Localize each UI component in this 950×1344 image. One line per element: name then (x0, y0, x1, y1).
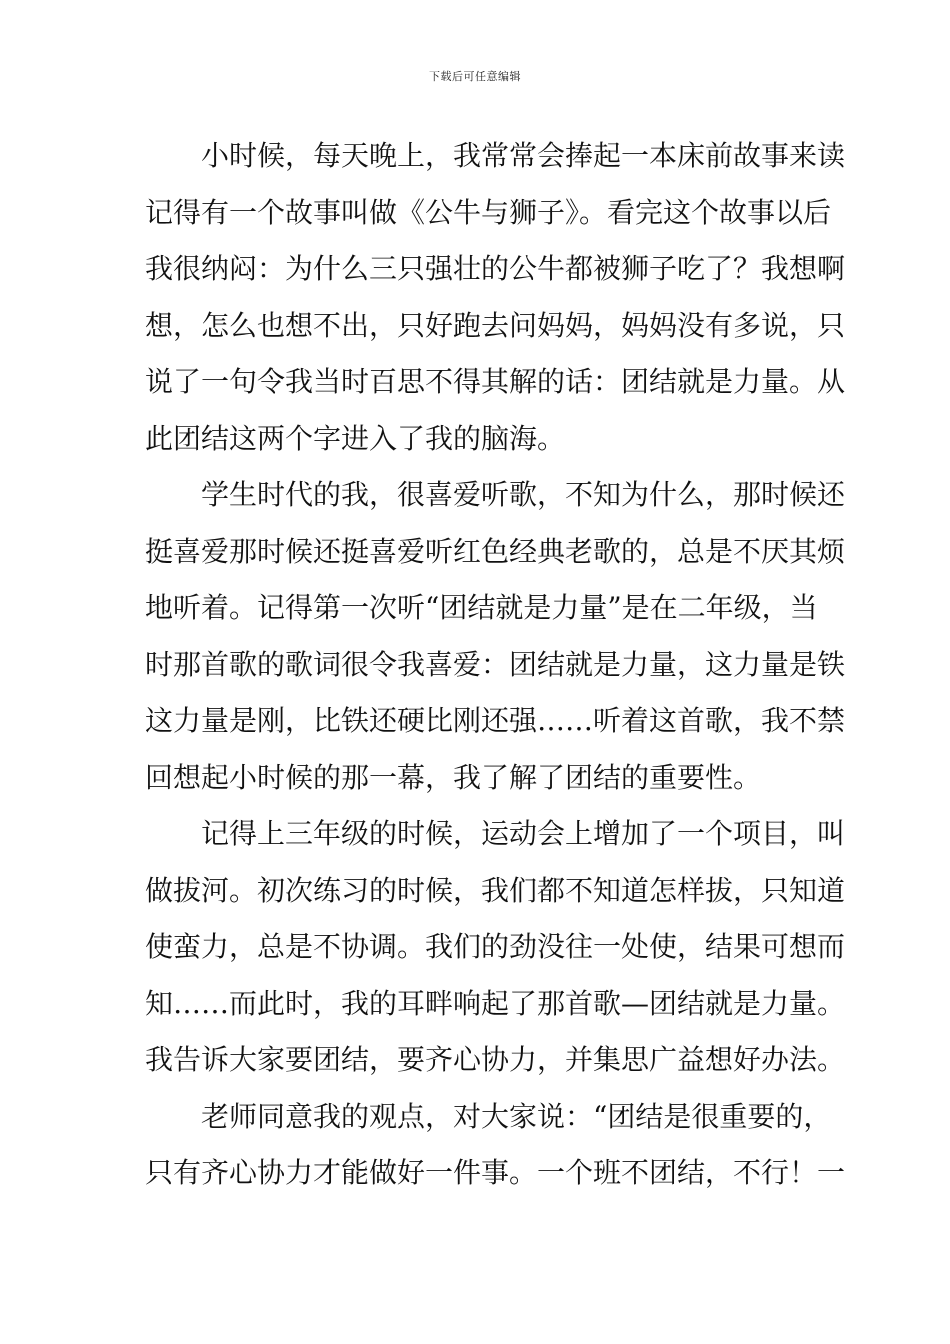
text-line: 做拔河。初次练习的时候，我们都不知道怎样拔，只知道 (145, 873, 846, 907)
text-line: 使蛮力，总是不协调。我们的劲没往一处使，结果可想而 (145, 930, 846, 963)
text-line: 知……而此时，我的耳畔响起了那首歌—团结就是力量。 (145, 986, 846, 1020)
text-line: 老师同意我的观点，对大家说：“团结是很重要的， (201, 1099, 832, 1133)
text-line: 这力量是刚，比铁还硬比刚还强……听着这首歌，我不禁 (145, 704, 846, 737)
text-line: 记得有一个故事叫做《公牛与狮子》。看完这个故事以后 (145, 195, 832, 229)
text-line: 地听着。记得第一次听“团结就是力量”是在二年级，当 (145, 591, 818, 624)
paragraph-3 (145, 806, 846, 1089)
text-line: 我告诉大家要团结，要齐心协力，并集思广益想好办法。 (145, 1043, 846, 1076)
text-line: 此团结这两个字进入了我的脑海。 (145, 421, 566, 455)
text-line: 学生时代的我，很喜爱听歌，不知为什么，那时候还 (201, 478, 846, 511)
text-line: 记得上三年级的时候，运动会上增加了一个项目，叫 (201, 817, 846, 850)
text-line: 我很纳闷：为什么三只强壮的公牛都被狮子吃了？我想啊 (145, 252, 846, 285)
text-line: 只有齐心协力才能做好一件事。一个班不团结，不行！一 (145, 1156, 846, 1189)
paragraph-4 (145, 1089, 846, 1202)
text-line: 说了一句令我当时百思不得其解的话：团结就是力量。从 (145, 365, 846, 398)
page-header: 下载后可任意编辑 (429, 70, 521, 83)
text-line: 小时候，每天晚上，我常常会捧起一本床前故事来读 (201, 139, 846, 172)
text-line: 挺喜爱那时候还挺喜爱听红色经典老歌的，总是不厌其烦 (145, 534, 846, 568)
paragraph-1 (145, 128, 846, 467)
document-body (145, 128, 846, 1202)
text-line: 想，怎么也想不出，只好跑去问妈妈，妈妈没有多说，只 (145, 308, 846, 342)
text-line: 回想起小时候的那一幕，我了解了团结的重要性。 (145, 760, 762, 794)
text-line: 时那首歌的歌词很令我喜爱：团结就是力量，这力量是铁 (145, 647, 846, 681)
paragraph-2 (145, 467, 846, 806)
